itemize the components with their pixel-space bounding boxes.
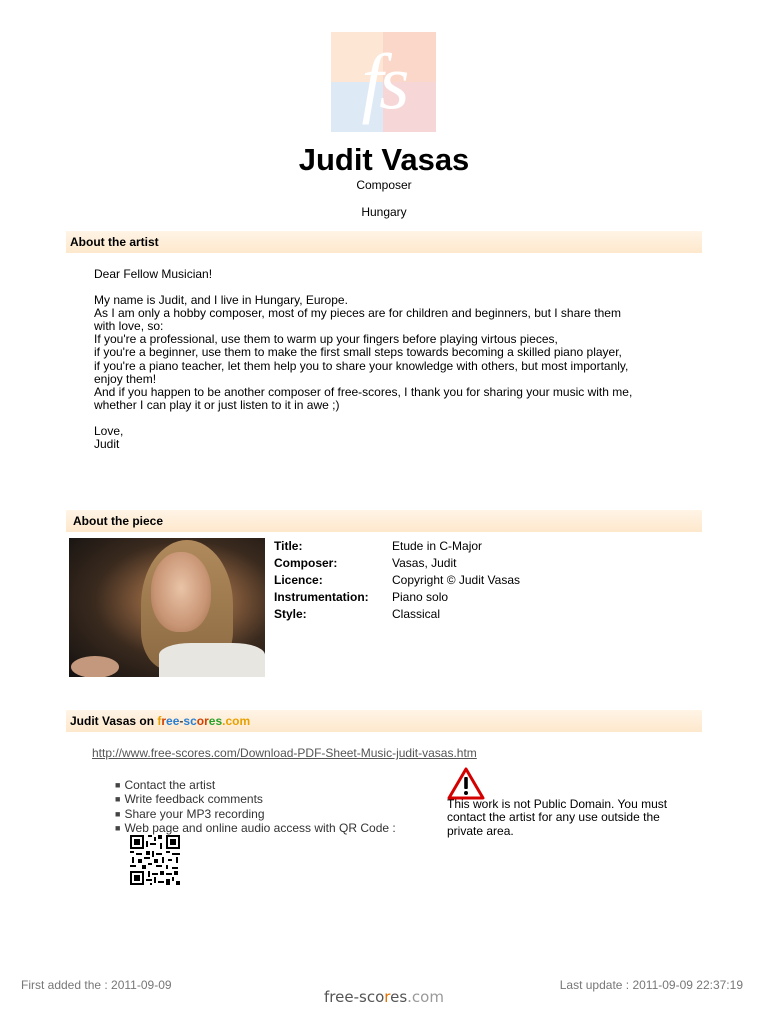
piece-field-label: Licence: — [274, 573, 323, 587]
bio-line: whether I can play it or just listen to it in awe ;) — [94, 397, 340, 412]
bio-line: if you're a beginner, use them to make the first small steps towards becoming a skilled piano player, — [94, 345, 622, 360]
logo-mark: fs — [361, 38, 406, 125]
piece-field-row — [274, 538, 520, 555]
piece-field-label: Style: — [274, 607, 307, 621]
licence-warning: This work is not Public Domain. You must contact the artist for any use outside the private area. — [447, 797, 668, 838]
brand-letter: ee — [166, 714, 180, 728]
artist-country: Hungary — [361, 205, 407, 219]
artist-bio — [94, 268, 694, 451]
artist-action-link[interactable]: ■ Share your MP3 recording — [115, 808, 396, 822]
artist-action-link[interactable]: ■ Write feedback comments — [115, 793, 396, 807]
piece-field-label: Title: — [274, 539, 303, 553]
footer-brand[interactable] — [0, 988, 768, 1006]
bio-line: My name is Judit, and I live in Hungary, Europe. — [94, 293, 348, 308]
brand-letter: es — [390, 988, 408, 1006]
artist-actions-list — [115, 779, 396, 836]
brand-letter: f — [157, 714, 162, 728]
brand-letter: r — [161, 714, 167, 728]
free-scores-brand[interactable] — [157, 714, 250, 728]
about-piece-heading: About the piece — [66, 510, 702, 532]
piece-field-value: Etude in C-Major — [392, 539, 483, 553]
brand-letter: r — [384, 988, 391, 1006]
bio-line: if you're a piano teacher, let them help you to share your knowledge with others, but most importanly, — [94, 358, 629, 373]
brand-letter: sco — [359, 988, 385, 1006]
piece-field-row — [274, 606, 520, 623]
artist-action-link[interactable]: ■ Web page and online audio access with QR Code : — [115, 822, 396, 836]
brand-letter: sc — [183, 714, 197, 728]
brand-letter: es — [208, 714, 223, 728]
piece-details — [274, 538, 520, 623]
warning-triangle-icon — [447, 767, 485, 800]
piece-field-row — [274, 555, 520, 572]
about-artist-heading: About the artist — [66, 231, 702, 253]
piece-field-value: Piano solo — [392, 590, 449, 604]
artist-action-link[interactable]: ■ Contact the artist — [115, 779, 396, 793]
bio-line: enjoy them! — [94, 371, 157, 386]
brand-letter: or — [196, 714, 209, 728]
last-update-date: Last update : 2011-09-09 22:37:19 — [559, 978, 743, 992]
piece-field-row — [274, 572, 520, 589]
on-site-heading — [66, 710, 702, 732]
bio-line: If you're a professional, use them to warm up your fingers before playing virtous pieces, — [94, 332, 558, 347]
bio-blank-line — [94, 412, 694, 425]
bio-line: As I am only a hobby composer, most of my pieces are for children and beginners, but I share them — [94, 306, 621, 321]
free-scores-logo — [331, 32, 436, 132]
piece-field-label: Instrumentation: — [274, 590, 369, 604]
piece-field-row — [274, 589, 520, 606]
artist-photo — [69, 538, 265, 677]
piece-field-value: Vasas, Judit — [392, 556, 457, 570]
artist-role: Composer — [356, 178, 412, 192]
artist-page-link[interactable]: http://www.free-scores.com/Download-PDF-Sheet-Music-judit-vasas.htm — [92, 746, 477, 760]
bio-line: And if you happen to be another composer of free-scores, I thank you for sharing your music with me, — [94, 384, 633, 399]
piece-field-value: Copyright © Judit Vasas — [392, 573, 521, 587]
artist-name: Judit Vasas — [298, 142, 470, 177]
brand-letter: .com — [222, 714, 251, 728]
first-added-date: First added the : 2011-09-09 — [21, 978, 172, 992]
qr-code-icon[interactable] — [130, 835, 180, 885]
bio-line: Judit — [94, 437, 120, 452]
brand-letter: free- — [324, 988, 360, 1006]
bio-line: Dear Fellow Musician! — [94, 267, 213, 281]
brand-letter: - — [179, 714, 184, 728]
piece-field-label: Composer: — [274, 556, 338, 570]
on-site-heading-prefix: Judit Vasas on — [70, 714, 158, 728]
bio-line: with love, so: — [94, 319, 164, 334]
bio-line: Love, — [94, 423, 124, 438]
brand-letter: .com — [407, 988, 444, 1006]
piece-field-value: Classical — [392, 607, 441, 621]
